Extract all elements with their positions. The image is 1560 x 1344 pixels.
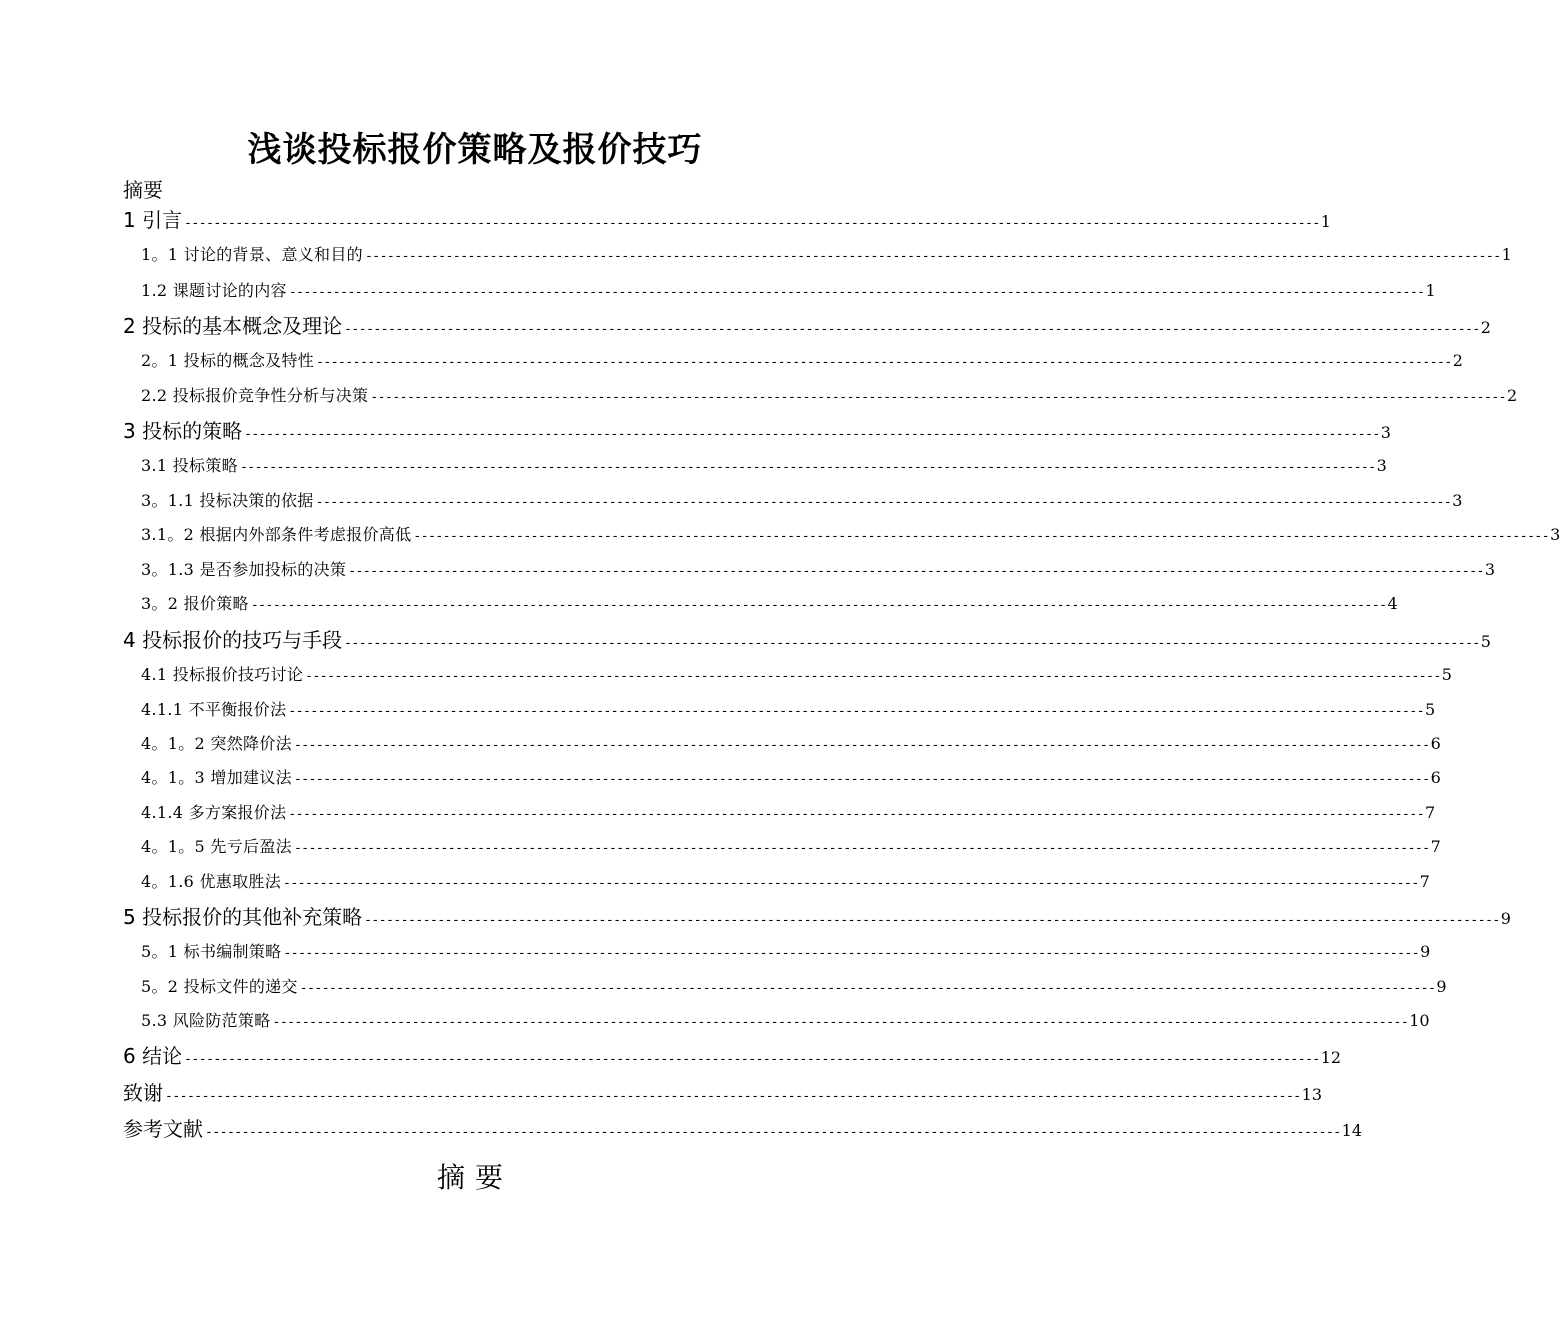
toc-leader: ----------------------------------------------------------------------------------------------------------------------------------------------------------- xyxy=(184,1052,1320,1067)
toc-entry-text: 3。1.1 投标决策的依据 xyxy=(141,491,314,510)
toc-entry-text: 5。2 投标文件的递交 xyxy=(141,977,298,996)
toc-page-number: 3 xyxy=(1380,423,1391,442)
toc-entry-text: 4.1 投标报价技巧讨论 xyxy=(141,665,304,684)
toc-entry[interactable] xyxy=(123,418,1391,448)
toc-entry[interactable] xyxy=(141,455,1387,479)
toc-entry-text: 1。1 讨论的背景、意义和目的 xyxy=(141,245,363,264)
toc-entry-text: 2 投标的基本概念及理论 xyxy=(123,314,343,338)
toc-page-number: 5 xyxy=(1480,632,1491,651)
toc-page-number: 5 xyxy=(1425,700,1436,719)
toc-entry-text: 致谢 xyxy=(123,1081,163,1105)
toc-leader: ----------------------------------------------------------------------------------------------------------------------------------------------------------- xyxy=(288,704,1425,719)
toc-entry[interactable] xyxy=(123,904,1511,934)
toc-leader: ----------------------------------------------------------------------------------------------------------------------------------------------------------- xyxy=(239,460,1376,475)
toc-entry-text: 4。1。5 先亏后盈法 xyxy=(141,837,292,856)
toc-leader: ----------------------------------------------------------------------------------------------------------------------------------------------------------- xyxy=(293,841,1430,856)
toc-entry-text: 4 投标报价的技巧与手段 xyxy=(123,628,343,652)
toc-entry-text: 5。1 标书编制策略 xyxy=(141,942,282,961)
toc-leader: ----------------------------------------------------------------------------------------------------------------------------------------------------------- xyxy=(305,669,1441,684)
toc-entry-text: 2。1 投标的概念及特性 xyxy=(141,351,315,370)
toc-page-number: 3 xyxy=(1484,560,1496,579)
toc-entry[interactable] xyxy=(141,1010,1430,1034)
toc-page-number: 6 xyxy=(1430,768,1441,787)
toc-entry[interactable] xyxy=(123,627,1491,657)
toc-entry-text: 3。2 报价策略 xyxy=(141,594,249,613)
toc-entry-text: 4.1.4 多方案报价法 xyxy=(141,803,287,822)
toc-entry[interactable] xyxy=(141,836,1441,860)
toc-entry[interactable] xyxy=(141,385,1518,409)
toc-leader: ----------------------------------------------------------------------------------------------------------------------------------------------------------- xyxy=(299,981,1436,996)
toc-entry-text: 3 投标的策略 xyxy=(123,419,243,443)
toc-page-number: 4 xyxy=(1387,594,1398,613)
toc-entry-text: 1 引言 xyxy=(123,208,183,232)
toc-leader: ----------------------------------------------------------------------------------------------------------------------------------------------------------- xyxy=(184,216,1320,231)
toc-leader: ----------------------------------------------------------------------------------------------------------------------------------------------------------- xyxy=(244,427,1380,442)
toc-entry[interactable] xyxy=(141,280,1436,304)
toc-page-number: 3 xyxy=(1452,491,1463,510)
toc-entry-text: 4。1。3 增加建议法 xyxy=(141,768,292,787)
toc-leader: ----------------------------------------------------------------------------------------------------------------------------------------------------------- xyxy=(288,807,1425,822)
toc-entry-text: 5.3 风险防范策略 xyxy=(141,1011,271,1030)
toc-leader: ----------------------------------------------------------------------------------------------------------------------------------------------------------- xyxy=(293,738,1430,753)
toc-page-number: 2 xyxy=(1452,351,1463,370)
toc-page-number: 9 xyxy=(1500,909,1511,928)
toc-entry-text: 4.1.1 不平衡报价法 xyxy=(141,700,287,719)
toc-leader: ----------------------------------------------------------------------------------------------------------------------------------------------------------- xyxy=(344,322,1480,337)
abstract-section-heading: 摘要 xyxy=(436,1161,513,1194)
toc-entry[interactable] xyxy=(123,1080,1322,1110)
toc-page-number: 7 xyxy=(1419,872,1430,891)
toc-entry-text: 1.2 课题讨论的内容 xyxy=(141,281,287,300)
toc-entry[interactable] xyxy=(123,313,1491,343)
toc-entry-text: 2.2 投标报价竞争性分析与决策 xyxy=(141,386,369,405)
toc-page-number: 7 xyxy=(1430,837,1441,856)
toc-page-number: 6 xyxy=(1430,734,1441,753)
toc-page-number: 3 xyxy=(1550,525,1560,544)
toc-leader: ----------------------------------------------------------------------------------------------------------------------------------------------------------- xyxy=(364,913,1500,928)
toc-leader: ----------------------------------------------------------------------------------------------------------------------------------------------------------- xyxy=(370,390,1506,405)
toc-leader: ----------------------------------------------------------------------------------------------------------------------------------------------------------- xyxy=(283,876,1419,891)
toc-leader: ----------------------------------------------------------------------------------------------------------------------------------------------------------- xyxy=(272,1015,1409,1030)
toc-leader: ----------------------------------------------------------------------------------------------------------------------------------------------------------- xyxy=(205,1125,1341,1140)
toc-entry[interactable] xyxy=(141,524,1560,548)
toc-leader: ----------------------------------------------------------------------------------------------------------------------------------------------------------- xyxy=(364,249,1501,264)
toc-entry-text: 6 结论 xyxy=(123,1044,183,1068)
toc-entry[interactable] xyxy=(141,699,1436,723)
toc-page-number: 14 xyxy=(1341,1121,1362,1140)
toc-entry[interactable] xyxy=(141,559,1496,583)
toc-page-number: 2 xyxy=(1506,386,1518,405)
toc-entry[interactable] xyxy=(141,593,1398,617)
toc-leader: ----------------------------------------------------------------------------------------------------------------------------------------------------------- xyxy=(283,946,1420,961)
toc-leader: ----------------------------------------------------------------------------------------------------------------------------------------------------------- xyxy=(413,529,1550,544)
toc-leader: ----------------------------------------------------------------------------------------------------------------------------------------------------------- xyxy=(316,355,1452,370)
toc-entry[interactable] xyxy=(141,733,1441,757)
toc-leader: ----------------------------------------------------------------------------------------------------------------------------------------------------------- xyxy=(344,636,1480,651)
toc-entry[interactable] xyxy=(123,207,1331,237)
toc-entry-text: 4。1.6 优惠取胜法 xyxy=(141,872,282,891)
toc-abstract-label: 摘要 xyxy=(123,178,163,202)
toc-entry[interactable] xyxy=(141,490,1463,514)
toc-page-number: 1 xyxy=(1425,281,1436,300)
toc-page-number: 9 xyxy=(1436,977,1447,996)
toc-page-number: 9 xyxy=(1420,942,1431,961)
toc-leader: ----------------------------------------------------------------------------------------------------------------------------------------------------------- xyxy=(165,1089,1301,1104)
toc-entry-text: 3。1.3 是否参加投标的决策 xyxy=(141,560,347,579)
toc-entry[interactable] xyxy=(141,976,1447,1000)
toc-page-number: 12 xyxy=(1320,1048,1342,1067)
toc-entry-text: 参考文献 xyxy=(123,1117,203,1141)
toc-page-number: 1 xyxy=(1501,245,1512,264)
toc-entry[interactable] xyxy=(141,871,1430,895)
toc-entry[interactable] xyxy=(141,664,1452,688)
toc-entry[interactable] xyxy=(123,1116,1362,1146)
toc-leader: ----------------------------------------------------------------------------------------------------------------------------------------------------------- xyxy=(293,772,1430,787)
toc-entry-text: 4。1。2 突然降价法 xyxy=(141,734,292,753)
toc-page-number: 7 xyxy=(1425,803,1436,822)
toc-leader: ----------------------------------------------------------------------------------------------------------------------------------------------------------- xyxy=(250,598,1387,613)
toc-entry[interactable] xyxy=(141,941,1431,965)
toc-page-number: 10 xyxy=(1409,1011,1430,1030)
toc-entry[interactable] xyxy=(141,244,1512,268)
toc-page-number: 5 xyxy=(1441,665,1452,684)
toc-page-number: 3 xyxy=(1376,456,1387,475)
toc-entry[interactable] xyxy=(123,1043,1342,1073)
toc-entry-text: 3.1 投标策略 xyxy=(141,456,238,475)
toc-page-number: 1 xyxy=(1320,212,1331,231)
toc-entry[interactable] xyxy=(141,802,1436,826)
toc-page-number: 2 xyxy=(1480,318,1491,337)
toc-entry[interactable] xyxy=(141,350,1463,374)
toc-leader: ----------------------------------------------------------------------------------------------------------------------------------------------------------- xyxy=(315,495,1452,510)
toc-leader: ----------------------------------------------------------------------------------------------------------------------------------------------------------- xyxy=(348,564,1484,579)
toc-entry-text: 5 投标报价的其他补充策略 xyxy=(123,905,363,929)
toc-entry-text: 3.1。2 根据内外部条件考虑报价高低 xyxy=(141,525,412,544)
toc-page-number: 13 xyxy=(1301,1085,1322,1104)
document-title: 浅谈投标报价策略及报价技巧 xyxy=(247,130,703,170)
toc-leader: ----------------------------------------------------------------------------------------------------------------------------------------------------------- xyxy=(288,285,1425,300)
toc-entry[interactable] xyxy=(141,767,1441,791)
